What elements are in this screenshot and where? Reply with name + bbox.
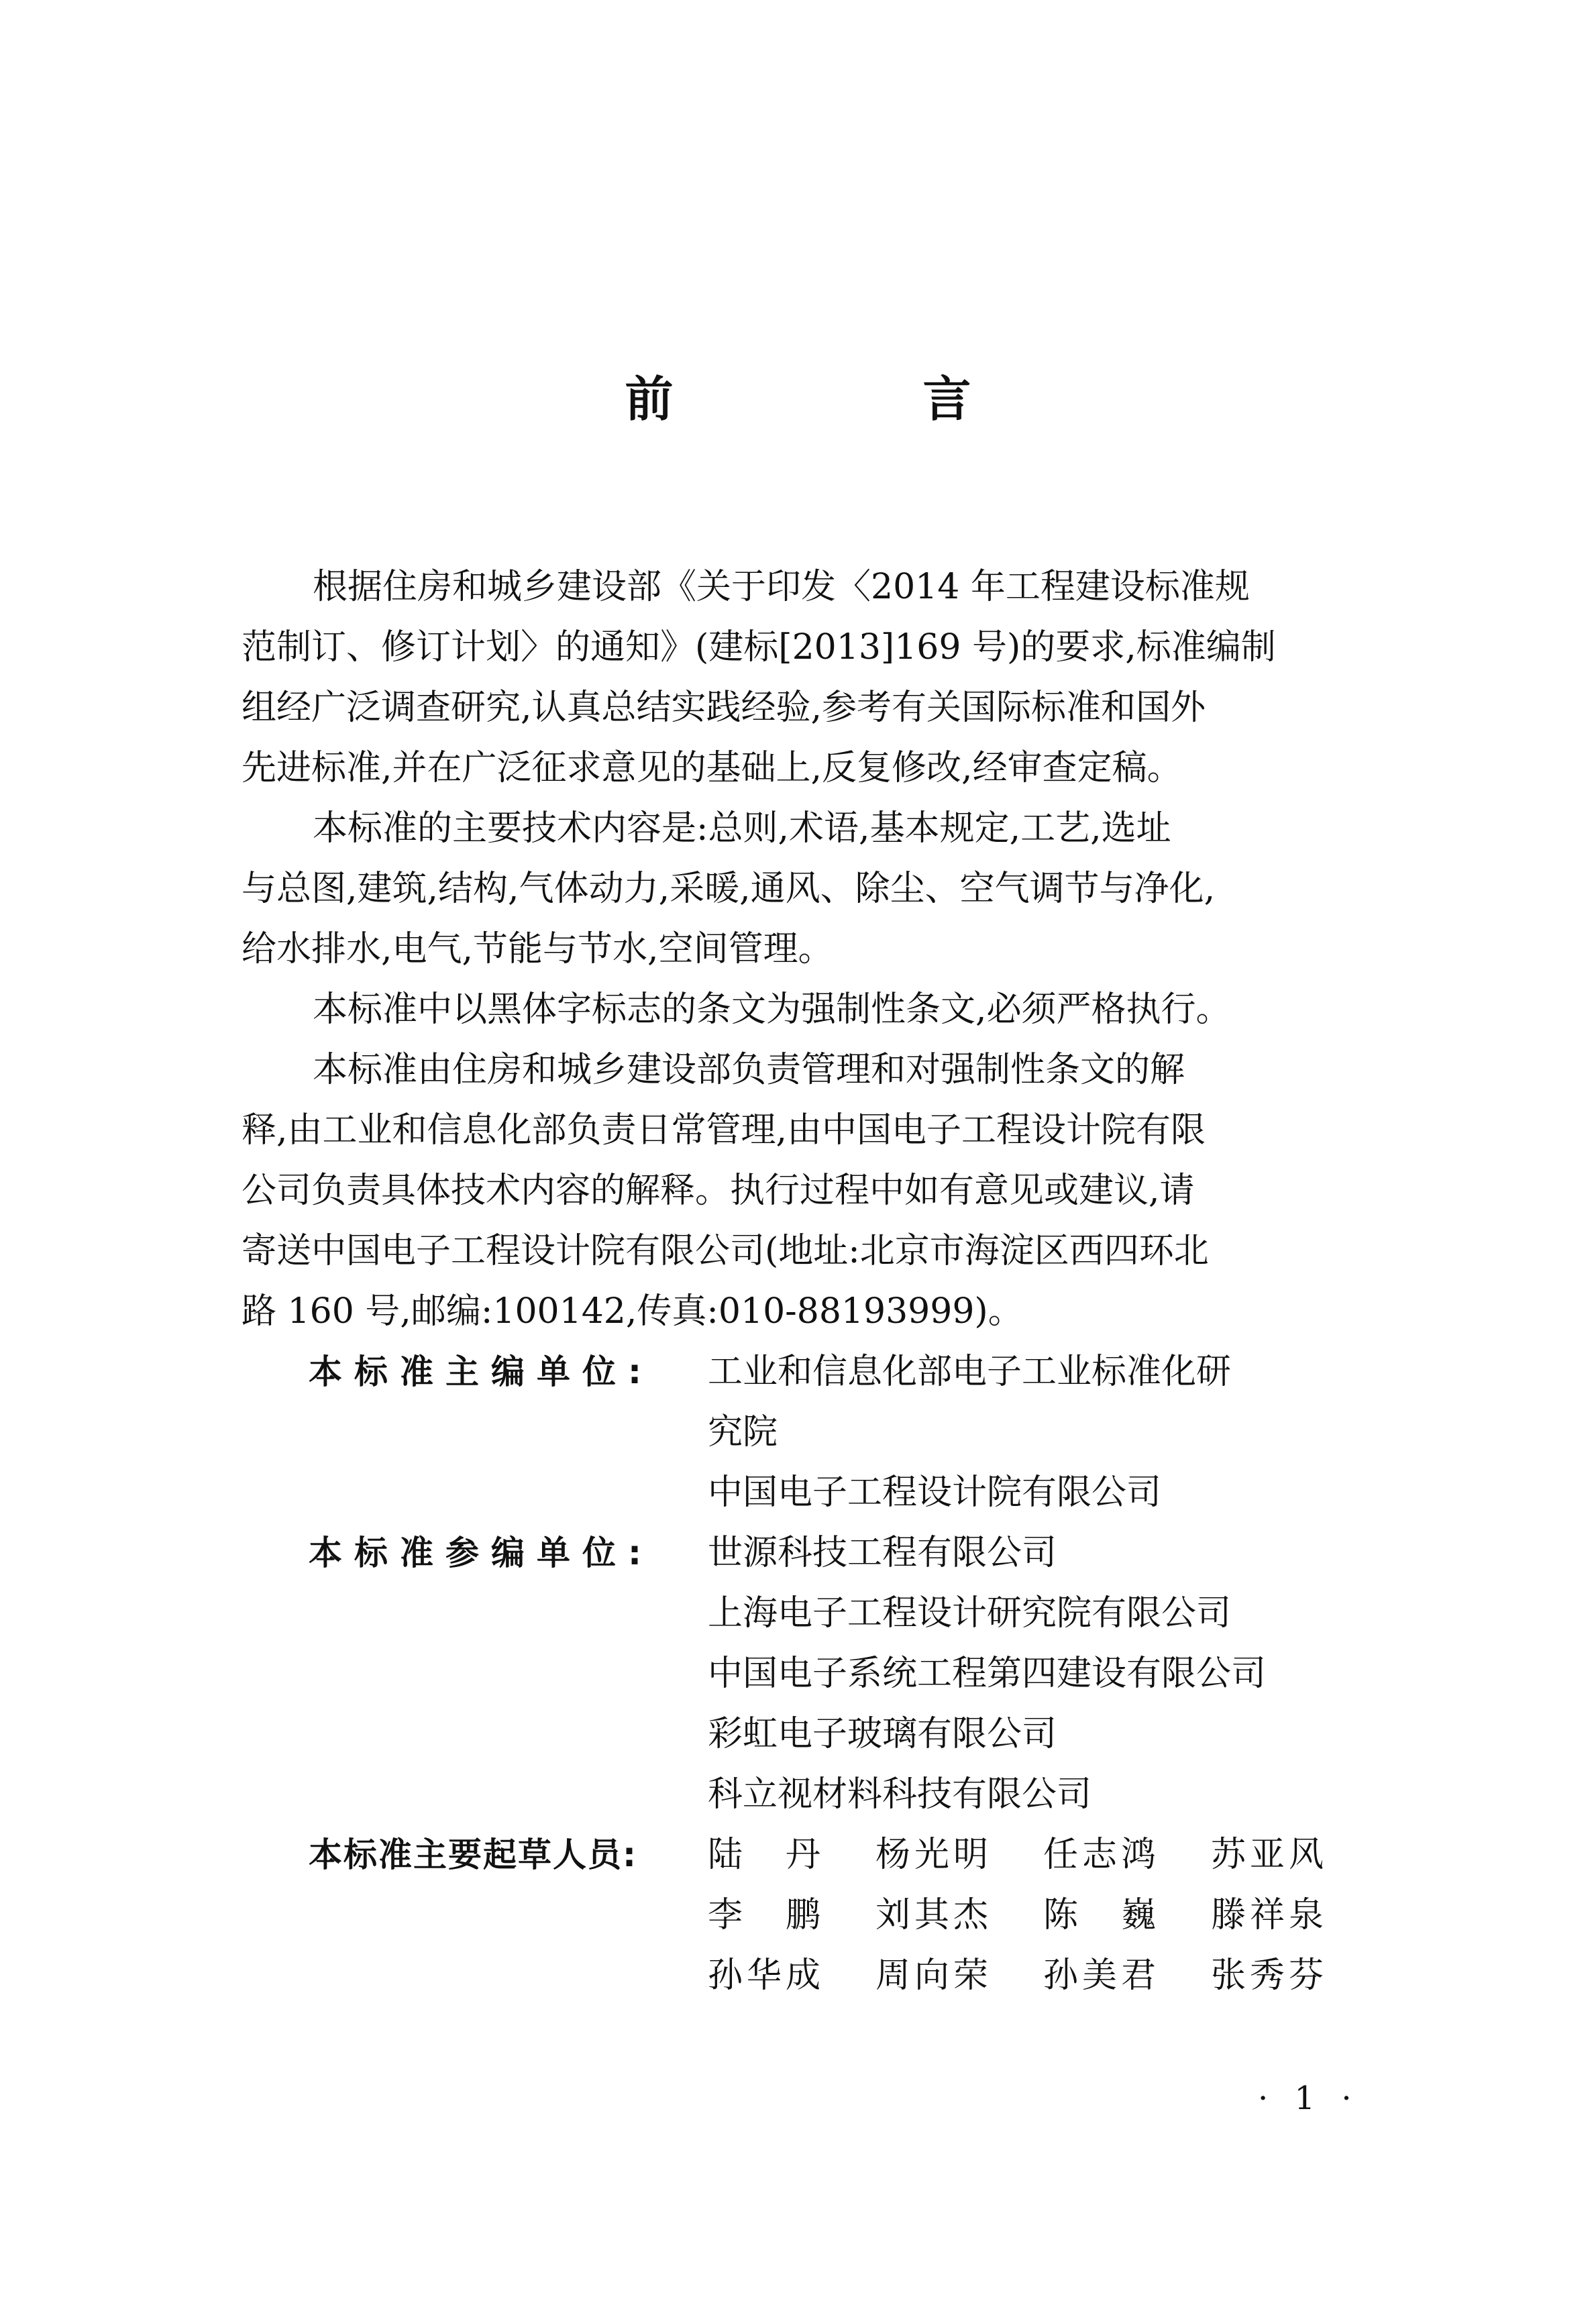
drafter-name: 陈 巍 [1043, 1895, 1161, 1935]
paragraph-line: 寄送中国电子工程设计院有限公司(地址:北京市海淀区西四环北 [242, 1231, 1209, 1271]
drafter-name: 李 鹏 [708, 1895, 825, 1935]
unit-name: 世源科技工程有限公司 [708, 1533, 1057, 1573]
paragraph-line: 与总图,建筑,结构,气体动力,采暖,通风、除尘、空气调节与净化, [242, 869, 1216, 909]
foreword-paragraph-3 [242, 979, 1395, 1040]
drafter-name: 孙美君 [1043, 1955, 1161, 1996]
drafter-name: 滕祥泉 [1211, 1895, 1328, 1935]
drafter-name: 苏亚风 [1211, 1835, 1328, 1875]
unit-name: 彩虹电子玻璃有限公司 [708, 1714, 1057, 1754]
drafter-name: 张秀芬 [1211, 1955, 1328, 1996]
drafter-name: 周向荣 [875, 1955, 993, 1996]
paragraph-line: 本标准由住房和城乡建设部负责管理和对强制性条文的解 [313, 1050, 1185, 1090]
paragraph-line: 本标准的主要技术内容是:总则,术语,基本规定,工艺,选址 [313, 808, 1171, 849]
participating-units-label: 本标准参编单位: [309, 1534, 653, 1572]
chief-editor-units-list [708, 1342, 1596, 1523]
paragraph-line: 范制订、修订计划〉的通知》(建标[2013]169 号)的要求,标准编制 [242, 627, 1276, 667]
paragraph-line: 根据住房和城乡建设部《关于印发〈2014 年工程建设标准规 [313, 567, 1250, 607]
chief-editor-units-label: 本标准主编单位: [309, 1352, 653, 1391]
page-title: 前 言 [625, 371, 1072, 427]
foreword-paragraph-4 [242, 1040, 1395, 1342]
drafter-name: 陆 丹 [708, 1835, 825, 1875]
drafter-names [708, 1825, 1379, 2006]
drafter-name: 任志鸿 [1043, 1835, 1161, 1875]
foreword-paragraph-2 [242, 798, 1395, 979]
drafter-name: 杨光明 [875, 1835, 993, 1875]
drafter-name: 刘其杰 [875, 1895, 993, 1935]
paragraph-line: 先进标准,并在广泛征求意见的基础上,反复修改,经审查定稿。 [242, 748, 1182, 788]
unit-name: 中国电子系统工程第四建设有限公司 [708, 1654, 1267, 1694]
paragraph-line: 公司负责具体技术内容的解释。执行过程中如有意见或建议,请 [242, 1171, 1195, 1211]
drafter-row [708, 1885, 1379, 1945]
paragraph-line: 路 160 号,邮编:100142,传真:010-88193999)。 [242, 1291, 1023, 1332]
unit-name: 中国电子工程设计院有限公司 [708, 1472, 1162, 1513]
paragraph-line: 释,由工业和信息化部负责日常管理,由中国电子工程设计院有限 [242, 1110, 1206, 1150]
unit-name: 究院 [708, 1412, 778, 1452]
unit-name: 上海电子工程设计研究院有限公司 [708, 1593, 1232, 1633]
drafter-name: 孙华成 [708, 1955, 825, 1996]
paragraph-line: 本标准中以黑体字标志的条文为强制性条文,必须严格执行。 [313, 989, 1231, 1030]
main-drafters-label: 本标准主要起草人员: [309, 1835, 637, 1874]
paragraph-line: 给水排水,电气,节能与节水,空间管理。 [242, 929, 833, 969]
unit-name: 工业和信息化部电子工业标准化研 [708, 1352, 1232, 1392]
foreword-paragraph-1 [242, 557, 1395, 798]
participating-units-list [708, 1523, 1596, 1825]
drafter-row [708, 1825, 1379, 1885]
unit-name: 科立视材料科技有限公司 [708, 1774, 1092, 1815]
page-number: · 1 · [1258, 2080, 1360, 2117]
paragraph-line: 组经广泛调查研究,认真总结实践经验,参考有关国际标准和国外 [242, 688, 1206, 728]
drafter-row [708, 1945, 1379, 2006]
